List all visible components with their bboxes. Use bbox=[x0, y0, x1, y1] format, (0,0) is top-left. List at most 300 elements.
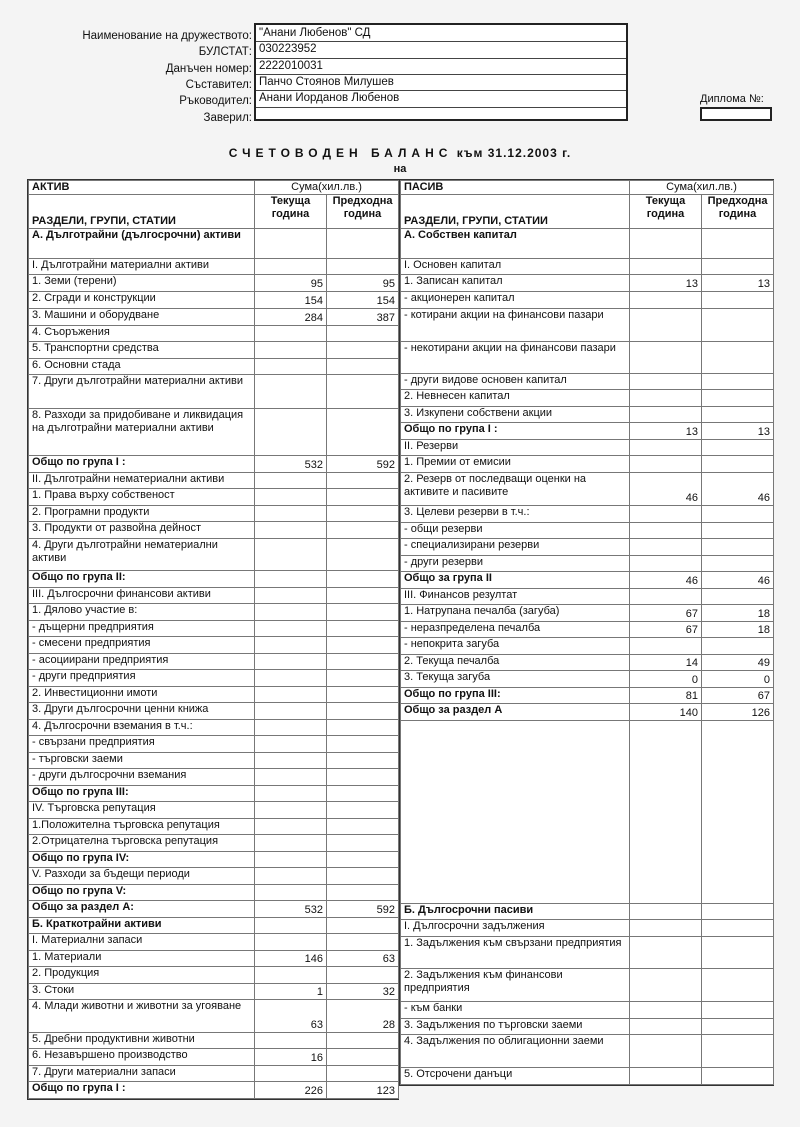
tax-number-label: Данъчен номер: bbox=[165, 63, 252, 75]
liabilities-prev-cell bbox=[702, 440, 774, 456]
assets-cur-head: Текуща година bbox=[255, 195, 327, 229]
liabilities-label-cell: 4. Задължения по облигационни заеми bbox=[401, 1035, 630, 1068]
liabilities-row bbox=[401, 638, 774, 655]
assets-row bbox=[29, 326, 399, 342]
liabilities-label-cell: А. Собствен капитал bbox=[401, 229, 630, 259]
liabilities-prev-cell bbox=[702, 309, 774, 342]
assets-label-cell: 5. Дребни продуктивни животни bbox=[29, 1033, 255, 1049]
liabilities-cur-head: Текуща година bbox=[630, 195, 702, 229]
assets-label-cell: 6. Незавършено производство bbox=[29, 1049, 255, 1066]
assets-prev-cell bbox=[327, 918, 399, 934]
assets-prev-cell: 95 bbox=[327, 275, 399, 292]
liabilities-row bbox=[401, 292, 774, 309]
liabilities-label-cell: - непокрита загуба bbox=[401, 638, 630, 655]
assets-label-cell: - други предприятия bbox=[29, 670, 255, 687]
liabilities-prev-cell bbox=[702, 721, 774, 904]
assets-prev-cell bbox=[327, 819, 399, 835]
liabilities-row bbox=[401, 704, 774, 721]
liabilities-row bbox=[401, 229, 774, 259]
liabilities-prev-cell bbox=[702, 390, 774, 407]
liabilities-label-cell: 3. Задължения по търговски заеми bbox=[401, 1019, 630, 1035]
liabilities-label-cell: - неразпределена печалба bbox=[401, 622, 630, 638]
assets-prev-cell bbox=[327, 1049, 399, 1066]
assets-cur-cell bbox=[255, 409, 327, 456]
liabilities-row bbox=[401, 721, 774, 904]
assets-label-cell: III. Дългосрочни финансови активи bbox=[29, 588, 255, 604]
assets-cur-cell: 284 bbox=[255, 309, 327, 326]
liabilities-prev-cell: 18 bbox=[702, 622, 774, 638]
certified-by-label: Заверил: bbox=[203, 112, 252, 124]
liabilities-cur-cell bbox=[630, 1002, 702, 1019]
assets-label-cell: - други дългосрочни вземания bbox=[29, 769, 255, 786]
assets-cur-cell bbox=[255, 720, 327, 736]
liabilities-label-cell: 1. Задължения към свързани предприятия bbox=[401, 937, 630, 969]
assets-row bbox=[29, 1082, 399, 1099]
liabilities-row bbox=[401, 556, 774, 572]
liabilities-label-cell: 3. Изкупени собствени акции bbox=[401, 407, 630, 423]
liabilities-row bbox=[401, 937, 774, 969]
assets-prev-cell bbox=[327, 359, 399, 375]
liabilities-row bbox=[401, 904, 774, 920]
assets-label-cell: 3. Други дългосрочни ценни книжа bbox=[29, 703, 255, 720]
liabilities-label-cell: 3. Целеви резерви в т.ч.: bbox=[401, 506, 630, 523]
liabilities-row bbox=[401, 309, 774, 342]
assets-label-cell: 1. Права върху собственост bbox=[29, 489, 255, 506]
assets-row bbox=[29, 852, 399, 868]
liabilities-label-cell: II. Резерви bbox=[401, 440, 630, 456]
assets-cur-cell bbox=[255, 1066, 327, 1082]
assets-cur-cell bbox=[255, 670, 327, 687]
liabilities-prev-cell bbox=[702, 407, 774, 423]
liabilities-prev-cell bbox=[702, 1019, 774, 1035]
liabilities-row bbox=[401, 1035, 774, 1068]
assets-prev-cell: 28 bbox=[327, 1000, 399, 1033]
assets-cur-cell bbox=[255, 539, 327, 571]
liabilities-row bbox=[401, 342, 774, 374]
liabilities-label-cell: 2. Резерв от последващи оценки на активите и пасивите bbox=[401, 473, 630, 506]
liabilities-label-cell: 3. Текуща загуба bbox=[401, 671, 630, 688]
assets-label-cell: - асоциирани предприятия bbox=[29, 654, 255, 670]
assets-label-cell: - смесени предприятия bbox=[29, 637, 255, 654]
assets-prev-cell bbox=[327, 539, 399, 571]
liabilities-prev-cell: 13 bbox=[702, 423, 774, 440]
liabilities-cur-cell bbox=[630, 904, 702, 920]
title-main: СЧЕТОВОДЕН БАЛАНС bbox=[228, 146, 453, 160]
assets-cur-cell bbox=[255, 637, 327, 654]
liabilities-label-cell: - други резерви bbox=[401, 556, 630, 572]
assets-cur-cell bbox=[255, 326, 327, 342]
assets-label-cell: 8. Разходи за придобиване и ликвидация на дълготрайни материални активи bbox=[29, 409, 255, 456]
liabilities-row bbox=[401, 390, 774, 407]
liabilities-cur-cell: 46 bbox=[630, 473, 702, 506]
assets-cur-cell bbox=[255, 571, 327, 588]
liabilities-label-cell bbox=[401, 721, 630, 904]
liabilities-row bbox=[401, 539, 774, 556]
liabilities-cur-cell bbox=[630, 309, 702, 342]
liabilities-row bbox=[401, 920, 774, 937]
liabilities-cur-cell: 0 bbox=[630, 671, 702, 688]
assets-label-cell: 7. Други дълготрайни материални активи bbox=[29, 375, 255, 409]
liabilities-row bbox=[401, 423, 774, 440]
assets-prev-cell: 387 bbox=[327, 309, 399, 326]
liabilities-row bbox=[401, 275, 774, 292]
title-suffix: към 31.12.2003 г. bbox=[456, 146, 572, 160]
assets-prev-cell bbox=[327, 1033, 399, 1049]
assets-prev-cell bbox=[327, 259, 399, 275]
assets-cur-cell: 146 bbox=[255, 951, 327, 967]
assets-row bbox=[29, 951, 399, 967]
assets-prev-cell bbox=[327, 342, 399, 359]
liabilities-row bbox=[401, 456, 774, 473]
assets-row bbox=[29, 802, 399, 819]
assets-label-cell: V. Разходи за бъдещи периоди bbox=[29, 868, 255, 885]
assets-cur-cell: 16 bbox=[255, 1049, 327, 1066]
assets-label-cell: - свързани предприятия bbox=[29, 736, 255, 753]
liabilities-prev-cell bbox=[702, 506, 774, 523]
assets-prev-cell bbox=[327, 604, 399, 621]
assets-cur-cell: 1 bbox=[255, 984, 327, 1000]
assets-row bbox=[29, 588, 399, 604]
assets-label-cell: 4. Други дълготрайни нематериални активи bbox=[29, 539, 255, 571]
assets-prev-cell bbox=[327, 885, 399, 901]
assets-prev-cell bbox=[327, 489, 399, 506]
assets-label-cell: IV. Търговска репутация bbox=[29, 802, 255, 819]
liabilities-row bbox=[401, 1068, 774, 1085]
assets-cur-cell bbox=[255, 819, 327, 835]
company-name-value: "Анани Любенов" СД bbox=[259, 27, 371, 39]
liabilities-label-cell: 5. Отсрочени данъци bbox=[401, 1068, 630, 1085]
assets-cur-cell bbox=[255, 229, 327, 259]
assets-label-cell: 2. Сгради и конструкции bbox=[29, 292, 255, 309]
liabilities-cur-cell bbox=[630, 390, 702, 407]
liabilities-cur-cell: 67 bbox=[630, 605, 702, 622]
liabilities-label-cell: Общо за раздел А bbox=[401, 704, 630, 721]
liabilities-sum-head: Сума(хил.лв.) bbox=[630, 181, 774, 195]
assets-prev-cell bbox=[327, 720, 399, 736]
liabilities-label-cell: 2. Задължения към финансови предприятия bbox=[401, 969, 630, 1002]
assets-row bbox=[29, 604, 399, 621]
liabilities-prev-cell bbox=[702, 1068, 774, 1085]
assets-row bbox=[29, 292, 399, 309]
assets-sum-head: Сума(хил.лв.) bbox=[255, 181, 399, 195]
assets-row bbox=[29, 670, 399, 687]
assets-row bbox=[29, 901, 399, 918]
liabilities-prev-cell bbox=[702, 556, 774, 572]
assets-row bbox=[29, 786, 399, 802]
liabilities-row bbox=[401, 605, 774, 622]
liabilities-prev-cell: 18 bbox=[702, 605, 774, 622]
assets-cur-cell bbox=[255, 703, 327, 720]
assets-row bbox=[29, 522, 399, 539]
assets-row bbox=[29, 275, 399, 292]
assets-cur-cell bbox=[255, 852, 327, 868]
assets-row bbox=[29, 885, 399, 901]
assets-label-cell: 3. Машини и оборудване bbox=[29, 309, 255, 326]
assets-cur-cell bbox=[255, 588, 327, 604]
compiler-value: Панчо Стоянов Милушев bbox=[259, 76, 394, 88]
liabilities-prev-cell: 0 bbox=[702, 671, 774, 688]
liabilities-prev-cell bbox=[702, 456, 774, 473]
assets-cur-cell bbox=[255, 522, 327, 539]
liabilities-row bbox=[401, 1002, 774, 1019]
liabilities-row bbox=[401, 969, 774, 1002]
assets-label-cell: 4. Дългосрочни вземания в т.ч.: bbox=[29, 720, 255, 736]
assets-head: АКТИВ bbox=[29, 181, 255, 195]
assets-prev-cell bbox=[327, 621, 399, 637]
liabilities-prev-cell bbox=[702, 229, 774, 259]
liabilities-prev-cell: 67 bbox=[702, 688, 774, 704]
assets-label-cell: Общо по група II: bbox=[29, 571, 255, 588]
assets-row bbox=[29, 720, 399, 736]
assets-label-cell: - търговски заеми bbox=[29, 753, 255, 769]
liabilities-prev-cell bbox=[702, 292, 774, 309]
liabilities-cur-cell: 13 bbox=[630, 275, 702, 292]
assets-prev-cell bbox=[327, 786, 399, 802]
assets-label-cell: 6. Основни стада bbox=[29, 359, 255, 375]
liabilities-cur-cell bbox=[630, 539, 702, 556]
assets-label-cell: 3. Продукти от развойна дейност bbox=[29, 522, 255, 539]
liabilities-label-cell: I. Основен капитал bbox=[401, 259, 630, 275]
liabilities-label-cell: Общо по група III: bbox=[401, 688, 630, 704]
assets-label-cell: 4. Съоръжения bbox=[29, 326, 255, 342]
assets-prev-cell bbox=[327, 703, 399, 720]
liabilities-row bbox=[401, 407, 774, 423]
liabilities-cur-cell bbox=[630, 523, 702, 539]
liabilities-prev-cell: 46 bbox=[702, 572, 774, 589]
assets-cur-cell bbox=[255, 489, 327, 506]
assets-table bbox=[27, 179, 399, 1100]
liabilities-prev-cell bbox=[702, 259, 774, 275]
assets-cur-cell bbox=[255, 654, 327, 670]
liabilities-prev-cell bbox=[702, 904, 774, 920]
assets-cur-cell bbox=[255, 506, 327, 522]
assets-row bbox=[29, 621, 399, 637]
assets-row bbox=[29, 703, 399, 720]
assets-label-cell: 5. Транспортни средства bbox=[29, 342, 255, 359]
assets-label-cell: 4. Млади животни и животни за угояване bbox=[29, 1000, 255, 1033]
liabilities-row bbox=[401, 688, 774, 704]
liabilities-cur-cell bbox=[630, 920, 702, 937]
liabilities-prev-cell bbox=[702, 969, 774, 1002]
assets-row bbox=[29, 409, 399, 456]
assets-prev-cell bbox=[327, 654, 399, 670]
assets-prev-cell bbox=[327, 571, 399, 588]
liabilities-prev-cell bbox=[702, 638, 774, 655]
assets-prev-cell bbox=[327, 934, 399, 951]
liabilities-row bbox=[401, 506, 774, 523]
assets-row bbox=[29, 359, 399, 375]
assets-prev-cell: 32 bbox=[327, 984, 399, 1000]
liabilities-head: ПАСИВ bbox=[401, 181, 630, 195]
document-title bbox=[0, 146, 800, 160]
assets-row bbox=[29, 769, 399, 786]
assets-row bbox=[29, 489, 399, 506]
liabilities-prev-cell bbox=[702, 539, 774, 556]
liabilities-label-cell: 1. Записан капитал bbox=[401, 275, 630, 292]
liabilities-row bbox=[401, 671, 774, 688]
assets-cur-cell bbox=[255, 769, 327, 786]
assets-row bbox=[29, 654, 399, 670]
compiler-label: Съставител: bbox=[185, 79, 252, 91]
liabilities-cur-cell bbox=[630, 589, 702, 605]
bulstat-value: 030223952 bbox=[259, 43, 317, 55]
assets-row bbox=[29, 571, 399, 588]
assets-cur-cell bbox=[255, 753, 327, 769]
assets-cur-cell bbox=[255, 918, 327, 934]
assets-cur-cell bbox=[255, 604, 327, 621]
liabilities-cur-cell: 13 bbox=[630, 423, 702, 440]
assets-row bbox=[29, 984, 399, 1000]
assets-prev-cell bbox=[327, 522, 399, 539]
liabilities-sections-head: РАЗДЕЛИ, ГРУПИ, СТАТИИ bbox=[401, 195, 630, 229]
tax-number-value: 2222010031 bbox=[259, 60, 323, 72]
liabilities-table bbox=[399, 179, 774, 1086]
liabilities-cur-cell bbox=[630, 374, 702, 390]
liabilities-row bbox=[401, 473, 774, 506]
liabilities-cur-cell bbox=[630, 1035, 702, 1068]
liabilities-prev-cell bbox=[702, 1002, 774, 1019]
diploma-label: Диплома №: bbox=[700, 93, 764, 105]
assets-row bbox=[29, 868, 399, 885]
assets-label-cell: Общо за раздел А: bbox=[29, 901, 255, 918]
liabilities-label-cell: III. Финансов резултат bbox=[401, 589, 630, 605]
liabilities-row bbox=[401, 589, 774, 605]
assets-cur-cell: 63 bbox=[255, 1000, 327, 1033]
assets-row bbox=[29, 375, 399, 409]
liabilities-cur-cell bbox=[630, 721, 702, 904]
liabilities-label-cell: 1. Премии от емисии bbox=[401, 456, 630, 473]
liabilities-label-cell: - към банки bbox=[401, 1002, 630, 1019]
assets-prev-cell: 63 bbox=[327, 951, 399, 967]
manager-label: Ръководител: bbox=[179, 95, 252, 107]
liabilities-label-cell: I. Дългосрочни задължения bbox=[401, 920, 630, 937]
assets-cur-cell bbox=[255, 375, 327, 409]
assets-row bbox=[29, 1049, 399, 1066]
diploma-box bbox=[700, 107, 772, 121]
liabilities-cur-cell: 140 bbox=[630, 704, 702, 721]
assets-label-cell: Общо по група V: bbox=[29, 885, 255, 901]
assets-cur-cell bbox=[255, 359, 327, 375]
liabilities-label-cell: - специализирани резерви bbox=[401, 539, 630, 556]
liabilities-cur-cell bbox=[630, 259, 702, 275]
liabilities-prev-cell: 49 bbox=[702, 655, 774, 671]
assets-label-cell: 1. Дялово участие в: bbox=[29, 604, 255, 621]
assets-prev-cell bbox=[327, 637, 399, 654]
assets-prev-cell bbox=[327, 670, 399, 687]
liabilities-prev-cell bbox=[702, 589, 774, 605]
liabilities-row bbox=[401, 523, 774, 539]
assets-row bbox=[29, 934, 399, 951]
liabilities-prev-cell: 46 bbox=[702, 473, 774, 506]
assets-row bbox=[29, 967, 399, 984]
assets-cur-cell: 95 bbox=[255, 275, 327, 292]
assets-label-cell: 1. Земи (терени) bbox=[29, 275, 255, 292]
assets-label-cell: 2. Програмни продукти bbox=[29, 506, 255, 522]
assets-prev-cell bbox=[327, 769, 399, 786]
liabilities-prev-cell bbox=[702, 1035, 774, 1068]
assets-prev-cell: 592 bbox=[327, 456, 399, 473]
liabilities-cur-cell bbox=[630, 556, 702, 572]
assets-sections-head: РАЗДЕЛИ, ГРУПИ, СТАТИИ bbox=[29, 195, 255, 229]
assets-label-cell: 1. Материали bbox=[29, 951, 255, 967]
manager-value: Анани Иорданов Любенов bbox=[259, 92, 400, 104]
assets-prev-cell bbox=[327, 375, 399, 409]
assets-row bbox=[29, 753, 399, 769]
assets-row bbox=[29, 309, 399, 326]
assets-cur-cell bbox=[255, 835, 327, 852]
assets-cur-cell bbox=[255, 259, 327, 275]
assets-row bbox=[29, 1033, 399, 1049]
title-na: на bbox=[393, 163, 407, 175]
assets-label-cell: 2.Отрицателна търговска репутация bbox=[29, 835, 255, 852]
company-name-label: Наименование на дружеството: bbox=[82, 30, 252, 42]
assets-cur-cell bbox=[255, 786, 327, 802]
assets-prev-cell bbox=[327, 588, 399, 604]
liabilities-prev-head: Предходна година bbox=[702, 195, 774, 229]
assets-row bbox=[29, 918, 399, 934]
liabilities-label-cell: Общо по група I : bbox=[401, 423, 630, 440]
assets-label-cell: I. Дълготрайни материални активи bbox=[29, 259, 255, 275]
liabilities-cur-cell bbox=[630, 440, 702, 456]
assets-label-cell: Общо по група I : bbox=[29, 1082, 255, 1099]
liabilities-cur-cell bbox=[630, 407, 702, 423]
liabilities-label-cell: - други видове основен капитал bbox=[401, 374, 630, 390]
assets-prev-head: Предходна година bbox=[327, 195, 399, 229]
liabilities-prev-cell bbox=[702, 937, 774, 969]
assets-cur-cell bbox=[255, 621, 327, 637]
assets-label-cell: Общо по група I : bbox=[29, 456, 255, 473]
liabilities-row bbox=[401, 655, 774, 671]
assets-prev-cell bbox=[327, 506, 399, 522]
company-header bbox=[0, 23, 800, 128]
assets-cur-cell bbox=[255, 342, 327, 359]
liabilities-cur-cell: 46 bbox=[630, 572, 702, 589]
assets-prev-cell bbox=[327, 736, 399, 753]
assets-row bbox=[29, 687, 399, 703]
assets-cur-cell: 532 bbox=[255, 901, 327, 918]
liabilities-prev-cell: 13 bbox=[702, 275, 774, 292]
assets-row bbox=[29, 736, 399, 753]
assets-label-cell: А. Дълготрайни (дългосрочни) активи bbox=[29, 229, 255, 259]
liabilities-row bbox=[401, 1019, 774, 1035]
assets-row bbox=[29, 506, 399, 522]
liabilities-label-cell: - акционерен капитал bbox=[401, 292, 630, 309]
assets-row bbox=[29, 1066, 399, 1082]
assets-prev-cell bbox=[327, 229, 399, 259]
liabilities-row bbox=[401, 440, 774, 456]
assets-row bbox=[29, 819, 399, 835]
assets-prev-cell bbox=[327, 852, 399, 868]
assets-row bbox=[29, 229, 399, 259]
assets-label-cell: 3. Стоки bbox=[29, 984, 255, 1000]
liabilities-cur-cell: 14 bbox=[630, 655, 702, 671]
assets-cur-cell: 532 bbox=[255, 456, 327, 473]
liabilities-label-cell: - некотирани акции на финансови пазари bbox=[401, 342, 630, 374]
liabilities-prev-cell bbox=[702, 374, 774, 390]
liabilities-cur-cell bbox=[630, 456, 702, 473]
assets-cur-cell bbox=[255, 1033, 327, 1049]
assets-label-cell: Б. Краткотрайни активи bbox=[29, 918, 255, 934]
liabilities-prev-cell bbox=[702, 523, 774, 539]
assets-prev-cell bbox=[327, 326, 399, 342]
liabilities-label-cell: 2. Текуща печалба bbox=[401, 655, 630, 671]
assets-prev-cell: 154 bbox=[327, 292, 399, 309]
liabilities-cur-cell bbox=[630, 1068, 702, 1085]
liabilities-prev-cell bbox=[702, 342, 774, 374]
assets-prev-cell bbox=[327, 835, 399, 852]
assets-prev-cell bbox=[327, 802, 399, 819]
liabilities-row bbox=[401, 572, 774, 589]
